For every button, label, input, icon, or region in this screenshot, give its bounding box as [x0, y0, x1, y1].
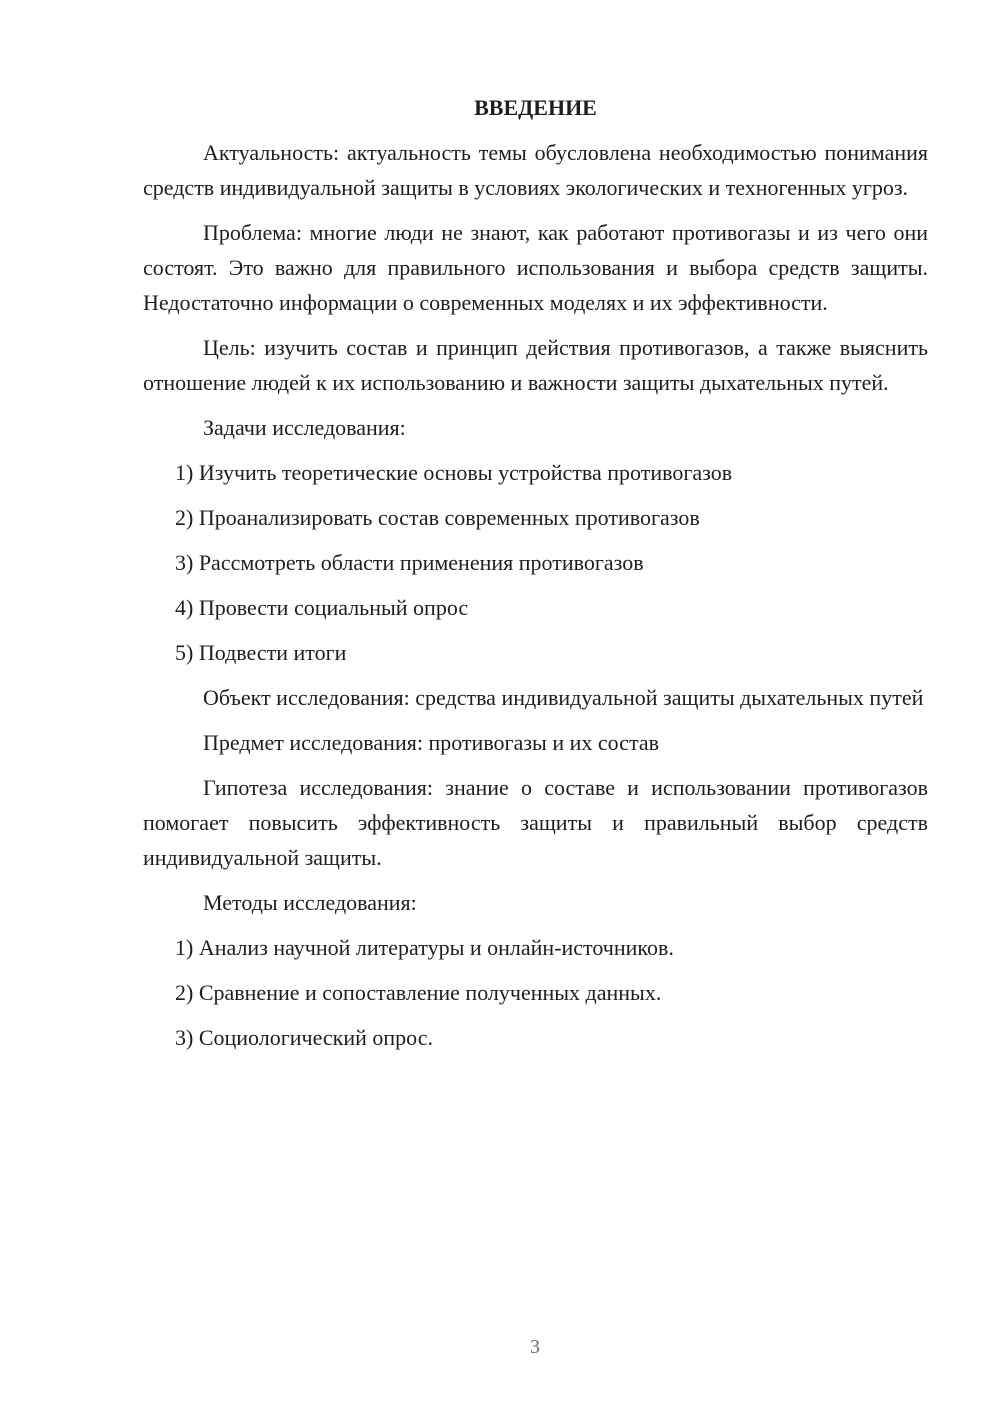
page-title: ВВЕДЕНИЕ — [474, 95, 597, 120]
list-item: 3) Социологический опрос. — [175, 1025, 433, 1050]
list-item: 4) Провести социальный опрос — [175, 595, 469, 620]
list-item: 1) Изучить теоретические основы устройства противогазов — [175, 460, 733, 485]
tasks-list — [143, 455, 928, 670]
list-item: 3) Рассмотреть области применения противогазов — [175, 550, 644, 575]
tasks-heading: Задачи исследования: — [203, 415, 406, 440]
methods-list — [143, 930, 928, 1055]
paragraph-relevance: Актуальность: актуальность темы обусловлена необходимостью понимания средств индивидуальной защиты в условиях экологических и техногенных угроз. — [143, 140, 928, 200]
methods-heading: Методы исследования: — [203, 890, 417, 915]
paragraph-object: Объект исследования: средства индивидуальной защиты дыхательных путей — [203, 685, 924, 710]
document-page — [143, 90, 928, 1065]
page-number: 3 — [530, 1336, 540, 1358]
list-item: 2) Проанализировать состав современных противогазов — [175, 505, 700, 530]
paragraph-hypothesis: Гипотеза исследования: знание о составе и использовании противогазов помогает повысить эффективность защиты и правильный выбор средств индивидуальной защиты. — [143, 775, 928, 870]
list-item: 5) Подвести итоги — [175, 640, 347, 665]
paragraph-problem: Проблема: многие люди не знают, как работают противогазы и из чего они состоят. Это важно для правильного использования и выбора средств защиты. Недостаточно информации о современных моделях и их эффективности. — [143, 220, 928, 315]
paragraph-subject: Предмет исследования: противогазы и их состав — [203, 730, 659, 755]
paragraph-goal: Цель: изучить состав и принцип действия противогазов, а также выяснить отношение людей к их использованию и важности защиты дыхательных путей. — [143, 335, 928, 395]
list-item: 1) Анализ научной литературы и онлайн-источников. — [175, 935, 674, 960]
list-item: 2) Сравнение и сопоставление полученных данных. — [175, 980, 662, 1005]
